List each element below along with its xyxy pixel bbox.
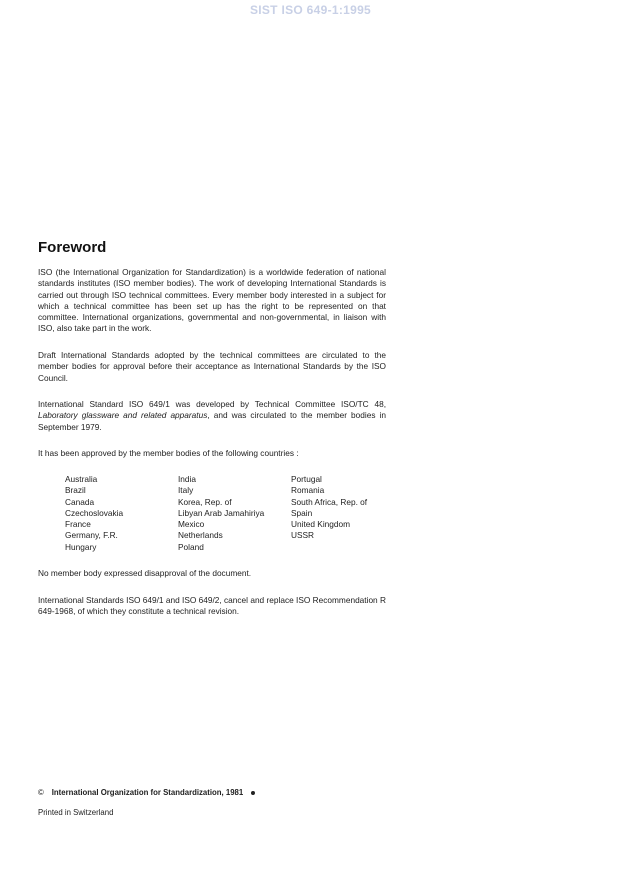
country-item: Hungary bbox=[65, 541, 97, 552]
country-item: Australia bbox=[65, 474, 98, 484]
country-item: USSR bbox=[291, 530, 315, 541]
country-item: France bbox=[65, 519, 91, 530]
country-item: Italy bbox=[178, 485, 194, 496]
document-watermark: SIST ISO 649-1:1995 bbox=[249, 3, 372, 17]
copyright-text: International Organization for Standardization, 1981 bbox=[51, 788, 244, 797]
country-column-3 bbox=[291, 474, 367, 542]
paragraph-revision: International Standards ISO 649/1 and ISO 649/2, cancel and replace ISO Recommendation R 649-1968, of which they constitute a technical revision. bbox=[38, 595, 386, 617]
country-item: Portugal bbox=[291, 474, 322, 484]
paragraph-iso-intro: ISO (the International Organization for Standardization) is a worldwide federation of national standards institutes (ISO member bodies). The work of developing International Standards is carried out through ISO technical committees. Every member body interested in a subject for which a technical committee has been set up has the right to be represented on that committee. International organizations, governmental and non-governmental, in liaison with ISO, also take part in the work. bbox=[38, 267, 386, 334]
country-item: Netherlands bbox=[178, 530, 223, 541]
country-item: Korea, Rep. of bbox=[178, 496, 232, 507]
printed-location: Printed in Switzerland bbox=[38, 808, 114, 817]
country-item: Poland bbox=[178, 541, 204, 552]
country-item: United Kingdom bbox=[291, 519, 351, 530]
country-item: India bbox=[178, 474, 196, 484]
country-column-1 bbox=[65, 474, 123, 553]
paragraph-draft-standards: Draft International Standards adopted by the technical committees are circulated to the member bodies for approval before their acceptance as International Standards by the ISO Council. bbox=[38, 350, 386, 383]
paragraph-approval: It has been approved by the member bodies of the following countries : bbox=[38, 448, 299, 458]
copyright-symbol: © bbox=[38, 788, 44, 797]
country-item: Romania bbox=[291, 485, 325, 496]
copyright-line bbox=[38, 788, 255, 797]
country-item: Mexico bbox=[178, 519, 205, 530]
country-item: Canada bbox=[65, 496, 95, 507]
page-title: Foreword bbox=[38, 239, 107, 256]
development-text-end: , and was circulated to the member bodies in September 1979. bbox=[38, 410, 386, 432]
paragraph-no-disapproval: No member body expressed disapproval of the document. bbox=[38, 568, 252, 578]
bullet-dot-icon bbox=[251, 791, 255, 795]
country-item: South Africa, Rep. of bbox=[291, 496, 368, 507]
country-item: Germany, F.R. bbox=[65, 530, 118, 541]
country-item: Czechoslovakia bbox=[65, 507, 124, 518]
country-item: Brazil bbox=[65, 485, 86, 496]
paragraph-development bbox=[38, 399, 386, 433]
committee-title: Laboratory glassware and related apparatus bbox=[38, 410, 208, 421]
country-item: Spain bbox=[291, 507, 313, 518]
country-column-2 bbox=[178, 474, 264, 553]
country-item: Libyan Arab Jamahiriya bbox=[178, 507, 265, 518]
development-text-start: International Standard ISO 649/1 was developed by Technical Committee ISO/TC 48, bbox=[38, 399, 386, 409]
